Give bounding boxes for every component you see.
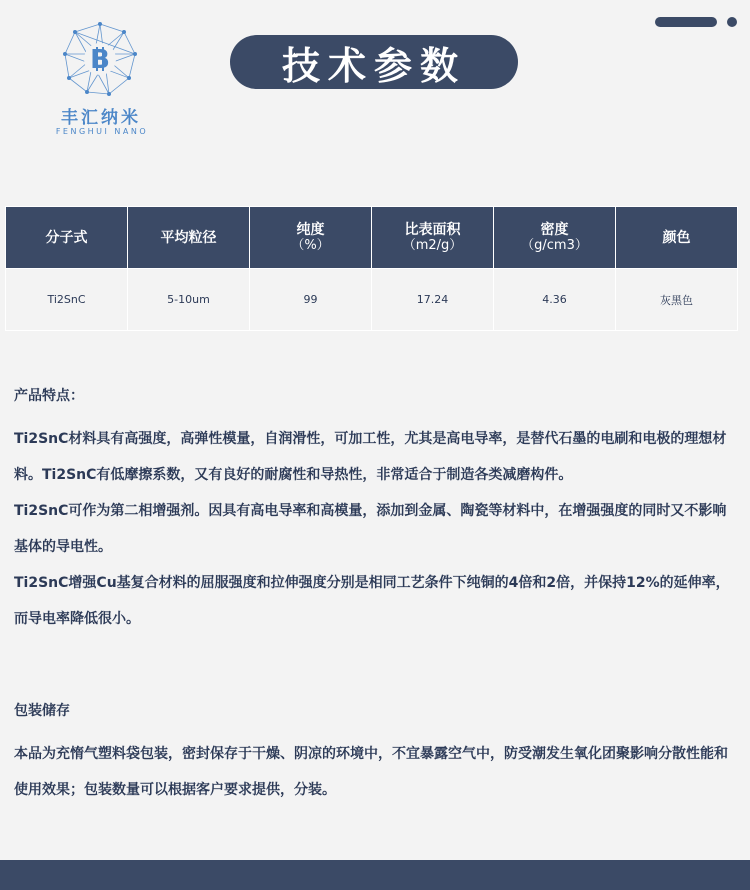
- spec-table: [5, 206, 738, 331]
- decorative-dot: [727, 17, 737, 27]
- features-section: [14, 385, 736, 637]
- cell-formula: Ti2SnC: [6, 269, 128, 331]
- cell-particle-size: 5-10um: [128, 269, 250, 331]
- packaging-section: [14, 700, 736, 808]
- features-heading: 产品特点：: [14, 388, 84, 404]
- packaging-heading: 包装储存: [14, 703, 70, 719]
- decorative-pill: [655, 17, 717, 27]
- brand-logo: [45, 22, 165, 140]
- cell-surface-area: 17.24: [372, 269, 494, 331]
- table-header-row: [6, 207, 738, 269]
- packaging-paragraph: 本品为充惰气塑料袋包装，密封保存于干燥、阴凉的环境中，不宜暴露空气中，防受潮发生氧化团聚影响分散性能和使用效果；包装数量可以根据客户要求提供，分装。: [14, 746, 728, 798]
- brand-name-cn: 丰汇纳米: [61, 108, 141, 128]
- page-title: 技术参数: [230, 35, 518, 89]
- features-paragraph-1: Ti2SnC材料具有高强度，高弹性模量，自润滑性，可加工性，尤其是高电导率，是替代石墨的电刷和电极的理想材料。Ti2SnC有低摩擦系数，又有良好的耐腐性和导热性，非常适合于制造各类减磨构件。: [14, 431, 727, 483]
- brand-name-en: FENGHUI NANO: [55, 127, 149, 136]
- header-surface-area: 比表面积 （m2/g）: [372, 207, 494, 269]
- header-density: 密度 （g/cm3）: [494, 207, 616, 269]
- footer-bar: [0, 860, 750, 890]
- cell-purity: 99: [250, 269, 372, 331]
- header-purity: 纯度 （%）: [250, 207, 372, 269]
- logo-letter: B: [90, 45, 110, 75]
- features-paragraph-3: Ti2SnC增强Cu基复合材料的屈服强度和拉伸强度分别是相同工艺条件下纯铜的4倍和2倍，并保持12%的延伸率，而导电率降低很小。: [14, 575, 730, 627]
- bitcoin-network-icon: [63, 22, 137, 96]
- header-particle-size: 平均粒径: [128, 207, 250, 269]
- cell-color: 灰黑色: [616, 269, 738, 331]
- header-color: 颜色: [616, 207, 738, 269]
- features-paragraph-2: Ti2SnC可作为第二相增强剂。因具有高电导率和高模量，添加到金属、陶瓷等材料中，在增强强度的同时又不影响基体的导电性。: [14, 503, 727, 555]
- cell-density: 4.36: [494, 269, 616, 331]
- table-row: [6, 269, 738, 331]
- header-formula: 分子式: [6, 207, 128, 269]
